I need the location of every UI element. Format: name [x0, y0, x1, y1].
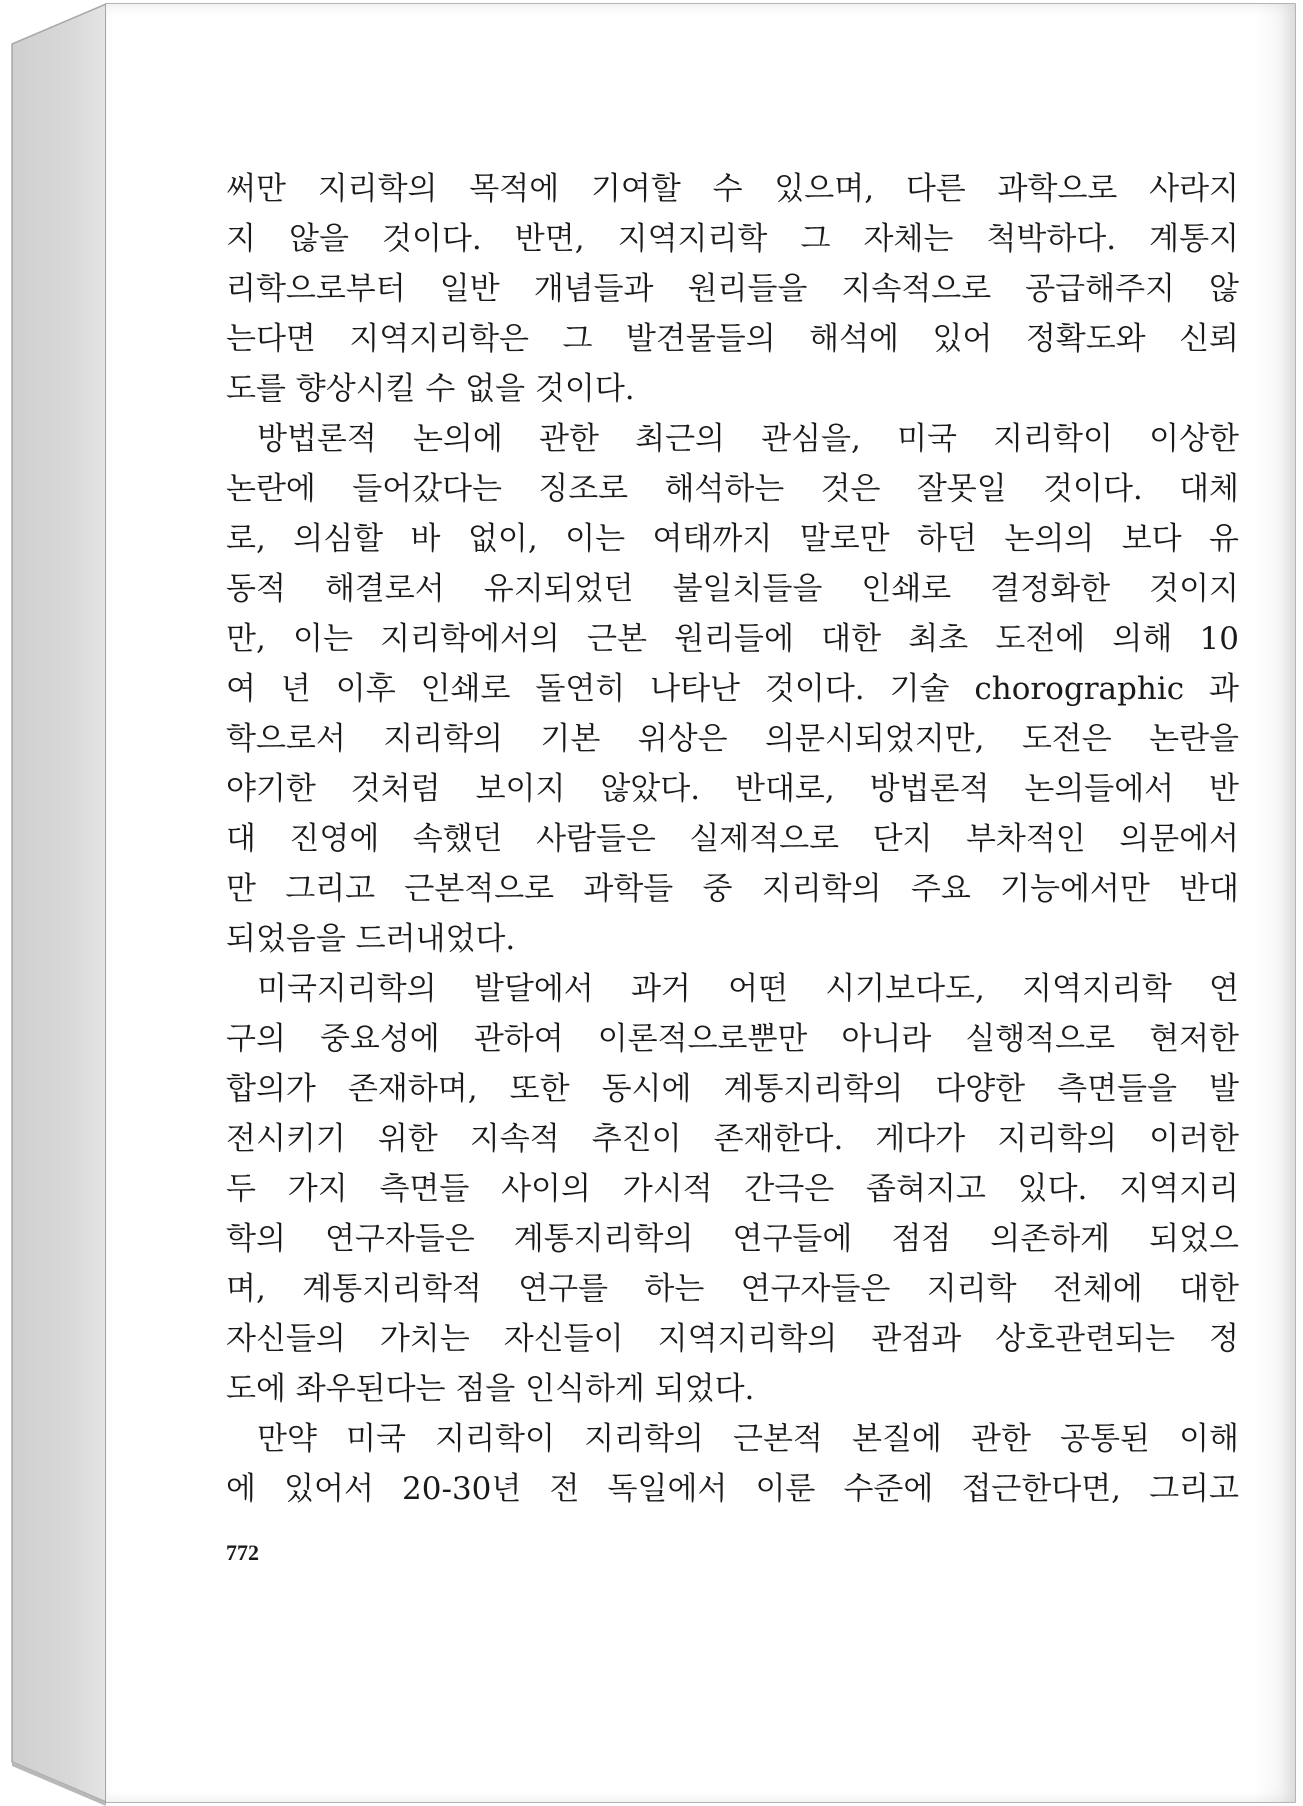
text-line: 자신들의 가치는 자신들이 지역지리학의 관점과 상호관련되는 정: [226, 1321, 1239, 1357]
text-line: 동적 해결로서 유지되었던 불일치들을 인쇄로 결정화한 것이지: [226, 571, 1239, 607]
text-line: 만, 이는 지리학에서의 근본 원리들에 대한 최초 도전에 의해 10: [226, 621, 1239, 657]
text-line: 지 않을 것이다. 반면, 지역지리학 그 자체는 척박하다. 계통지: [226, 221, 1239, 257]
text-line: 에 있어서 20-30년 전 독일에서 이룬 수준에 접근한다면, 그리고: [226, 1471, 1239, 1507]
book-left-face: [12, 4, 106, 1802]
text-line: 는다면 지역지리학은 그 발견물들의 해석에 있어 정확도와 신뢰: [226, 321, 1239, 357]
text-line: 만 그리고 근본적으로 과학들 중 지리학의 주요 기능에서만 반대: [226, 871, 1239, 907]
text-line: 구의 중요성에 관하여 이론적으로뿐만 아니라 실행적으로 현저한: [226, 1021, 1239, 1057]
book-page: [106, 4, 1295, 1802]
text-line: 합의가 존재하며, 또한 동시에 계통지리학의 다양한 측면들을 발: [226, 1071, 1239, 1107]
text-line: 학의 연구자들은 계통지리학의 연구들에 점점 의존하게 되었으: [226, 1221, 1239, 1257]
text-line: 도에 좌우된다는 점을 인식하게 되었다.: [226, 1371, 755, 1407]
text-line: 써만 지리학의 목적에 기여할 수 있으며, 다른 과학으로 사라지: [226, 171, 1239, 207]
text-line: 학으로서 지리학의 기본 위상은 의문시되었지만, 도전은 논란을: [226, 721, 1239, 757]
page-edge-shadow: [1255, 4, 1295, 1802]
text-line: 되었음을 드러내었다.: [226, 921, 516, 957]
body-text: [226, 164, 1239, 1514]
text-line: 두 가지 측면들 사이의 가시적 간극은 좁혀지고 있다. 지역지리: [226, 1171, 1239, 1207]
text-line: 여 년 이후 인쇄로 돌연히 나타난 것이다. 기술 chorographic 과: [226, 671, 1239, 707]
text-line: 리학으로부터 일반 개념들과 원리들을 지속적으로 공급해주지 않: [226, 271, 1239, 307]
text-line: 도를 향상시킬 수 없을 것이다.: [226, 371, 635, 407]
text-line: 로, 의심할 바 없이, 이는 여태까지 말로만 하던 논의의 보다 유: [226, 521, 1239, 557]
text-line: 야기한 것처럼 보이지 않았다. 반대로, 방법론적 논의들에서 반: [226, 771, 1239, 807]
paragraph: [226, 414, 1239, 964]
text-line: 방법론적 논의에 관한 최근의 관심을, 미국 지리학이 이상한: [257, 421, 1239, 457]
text-line: 며, 계통지리학적 연구를 하는 연구자들은 지리학 전체에 대한: [226, 1271, 1239, 1307]
paragraph: [226, 164, 1239, 414]
text-line: 전시키기 위한 지속적 추진이 존재한다. 게다가 지리학의 이러한: [226, 1121, 1239, 1157]
text-line: 만약 미국 지리학이 지리학의 근본적 본질에 관한 공통된 이해: [257, 1421, 1239, 1457]
text-line: 미국지리학의 발달에서 과거 어떤 시기보다도, 지역지리학 연: [257, 971, 1239, 1007]
text-line: 대 진영에 속했던 사람들은 실제적으로 단지 부차적인 의문에서: [226, 821, 1239, 857]
paragraph: [226, 1414, 1239, 1514]
text-line: 논란에 들어갔다는 징조로 해석하는 것은 잘못일 것이다. 대체: [226, 471, 1239, 507]
paragraph: [226, 964, 1239, 1414]
page-number: 772: [226, 1540, 259, 1565]
